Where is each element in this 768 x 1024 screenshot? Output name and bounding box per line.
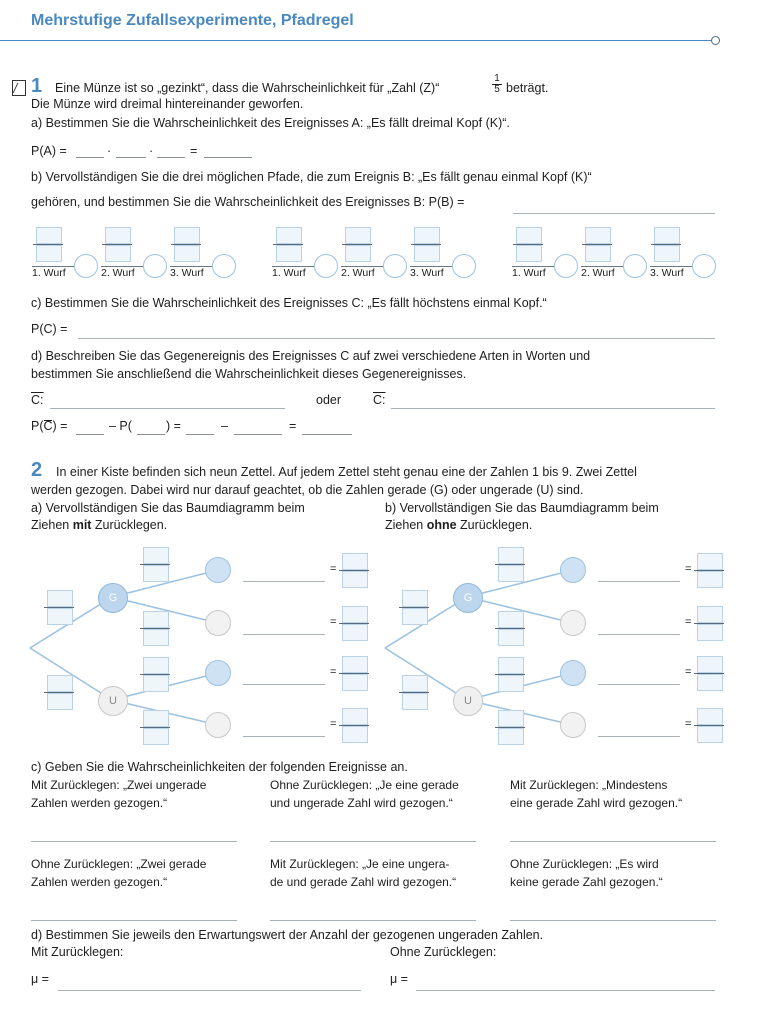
path-3-probability-3 bbox=[651, 227, 681, 261]
mu-label-mit: μ = bbox=[31, 972, 49, 986]
fraction-numerator-box[interactable] bbox=[498, 710, 524, 727]
path-2-outcome-1[interactable] bbox=[314, 254, 338, 278]
with-branch-prob-first-u bbox=[44, 675, 74, 709]
with-branch-prob-ug bbox=[140, 657, 170, 691]
path-1-probability-2 bbox=[102, 227, 132, 261]
wurf-label: 1. Wurf bbox=[272, 267, 306, 279]
without-branch-prob-uu bbox=[495, 710, 525, 744]
event-5-line-2: de und gerade Zahl wird gezogen.“ bbox=[270, 875, 457, 889]
fraction-denominator-box[interactable] bbox=[585, 245, 611, 262]
minus-p-label: – P( bbox=[109, 419, 132, 433]
fraction-denominator-box[interactable] bbox=[498, 565, 524, 582]
task-2-intro-2: werden gezogen. Dabei wird nur darauf geachtet, ob die Zahlen gerade (G) oder ungerade (U) sind. bbox=[31, 483, 584, 497]
fraction-denominator-box[interactable] bbox=[498, 728, 524, 745]
without-path-product-4[interactable] bbox=[598, 736, 680, 737]
fraction-denominator-box[interactable] bbox=[498, 675, 524, 692]
path-2-probability-1 bbox=[273, 227, 303, 261]
fraction-denominator-box[interactable] bbox=[345, 245, 371, 262]
pa-answer-3[interactable] bbox=[157, 157, 185, 158]
with-path-product-2[interactable] bbox=[243, 634, 325, 635]
task-1c-prompt: c) Bestimmen Sie die Wahrscheinlichkeit des Ereignisses C: „Es fällt höchstens einmal Kopf.“ bbox=[31, 296, 547, 310]
without-node-second-3[interactable] bbox=[560, 660, 586, 686]
without-branch-prob-first-g bbox=[399, 590, 429, 624]
fraction-denominator-box[interactable] bbox=[143, 728, 169, 745]
event-1-line-1: Mit Zurücklegen: „Zwei ungerade bbox=[31, 778, 207, 792]
prompt-text: Ziehen bbox=[385, 518, 427, 532]
wurf-label: 2. Wurf bbox=[581, 267, 615, 279]
fraction-numerator-box[interactable] bbox=[47, 590, 73, 607]
pcbar-answer-1[interactable] bbox=[76, 434, 104, 435]
with-node-g: G bbox=[98, 583, 128, 613]
with-node-second-1[interactable] bbox=[205, 557, 231, 583]
equals-sign: = bbox=[289, 419, 297, 433]
tree-branches bbox=[0, 545, 384, 750]
equals-sign: = bbox=[685, 666, 692, 678]
equals-sign: = bbox=[330, 563, 337, 575]
without-branch-prob-first-u bbox=[399, 675, 429, 709]
path-3-probability-2 bbox=[582, 227, 612, 261]
pa-label: P(A) = bbox=[31, 144, 67, 158]
task-2a-prompt: a) Vervollständigen Sie das Baumdiagramm beim bbox=[31, 501, 305, 515]
task-1d-prompt-2: bestimmen Sie anschließend die Wahrscheinlichkeit dieses Gegenereignisses. bbox=[31, 367, 467, 381]
ohne-label: Ohne Zurücklegen: bbox=[390, 945, 497, 959]
mu-label-ohne: μ = bbox=[390, 972, 408, 986]
event-5-answer[interactable] bbox=[270, 920, 476, 921]
with-path-product-3[interactable] bbox=[243, 684, 325, 685]
task-1-intro-2: Die Münze wird dreimal hintereinander geworfen. bbox=[31, 97, 304, 111]
task-1a-prompt: a) Bestimmen Sie die Wahrscheinlichkeit des Ereignisses A: „Es fällt dreimal Kopf (K)“. bbox=[31, 116, 510, 130]
pcbar-answer-4[interactable] bbox=[234, 434, 282, 435]
fraction-numerator-box[interactable] bbox=[697, 606, 723, 623]
path-2-outcome-3[interactable] bbox=[452, 254, 476, 278]
fraction-numerator-box[interactable] bbox=[697, 656, 723, 673]
equals-sign: = bbox=[330, 666, 337, 678]
without-node-second-1[interactable] bbox=[560, 557, 586, 583]
fraction-numerator-box[interactable] bbox=[174, 227, 200, 244]
fraction-denominator-box[interactable] bbox=[47, 693, 73, 710]
fraction-denominator-box[interactable] bbox=[276, 245, 302, 262]
pa-answer-1[interactable] bbox=[76, 157, 104, 158]
without-node-second-2[interactable] bbox=[560, 610, 586, 636]
without-node-u: U bbox=[453, 686, 483, 716]
cbar-label-2: C: bbox=[373, 393, 386, 407]
fraction-numerator-box[interactable] bbox=[36, 227, 62, 244]
path-3-probability-1 bbox=[513, 227, 543, 261]
mu-answer-mit[interactable] bbox=[58, 990, 361, 991]
fraction-denominator-box[interactable] bbox=[143, 565, 169, 582]
fraction-numerator-box[interactable] bbox=[143, 611, 169, 628]
prompt-text: Zurücklegen. bbox=[91, 518, 168, 532]
pa-answer-2[interactable] bbox=[116, 157, 146, 158]
wurf-label: 3. Wurf bbox=[410, 267, 444, 279]
path-2-outcome-2[interactable] bbox=[383, 254, 407, 278]
with-branch-prob-uu bbox=[140, 710, 170, 744]
fraction-denominator-box[interactable] bbox=[697, 624, 723, 641]
fraction-numerator-box[interactable] bbox=[143, 547, 169, 564]
fraction-numerator-box[interactable] bbox=[498, 611, 524, 628]
with-node-second-3[interactable] bbox=[205, 660, 231, 686]
fraction-numerator-box[interactable] bbox=[516, 227, 542, 244]
fraction-numerator-box[interactable] bbox=[143, 657, 169, 674]
wurf-label: 3. Wurf bbox=[170, 267, 204, 279]
mult-dot: · bbox=[149, 144, 154, 158]
event-2-line-2: und ungerade Zahl wird gezogen.“ bbox=[270, 796, 453, 810]
equals-sign: = bbox=[685, 718, 692, 730]
event-4-line-2: Zahlen werden gezogen.“ bbox=[31, 875, 168, 889]
fraction-numerator-box[interactable] bbox=[498, 657, 524, 674]
event-6-line-1: Ohne Zurücklegen: „Es wird bbox=[510, 857, 659, 871]
minus-label: – bbox=[221, 419, 228, 433]
header-rule bbox=[0, 40, 714, 41]
wurf-label: 1. Wurf bbox=[32, 267, 66, 279]
without-branch-prob-gu bbox=[495, 611, 525, 645]
equals-sign: = bbox=[685, 563, 692, 575]
without-path-product-3[interactable] bbox=[598, 684, 680, 685]
task-1b-prompt: b) Vervollständigen Sie die drei möglichen Pfade, die zum Ereignis B: „Es fällt genau einmal Kopf (K)“ bbox=[31, 170, 592, 184]
with-branch-prob-gu bbox=[140, 611, 170, 645]
event-3-answer[interactable] bbox=[510, 841, 716, 842]
task-2d-prompt: d) Bestimmen Sie jeweils den Erwartungswert der Anzahl der gezogenen ungeraden Zahlen. bbox=[31, 928, 544, 942]
fraction-denominator-box[interactable] bbox=[414, 245, 440, 262]
pcbar-answer-2[interactable] bbox=[137, 434, 165, 435]
fraction-denominator-box[interactable] bbox=[143, 675, 169, 692]
with-branch-prob-gg bbox=[140, 547, 170, 581]
event-5-line-1: Mit Zurücklegen: „Je eine ungera- bbox=[270, 857, 450, 871]
with-node-u: U bbox=[98, 686, 128, 716]
task-2-intro: In einer Kiste befinden sich neun Zettel. Auf jedem Zettel steht genau eine der Zahlen 1 bis 9. Zwei Zettel bbox=[56, 465, 637, 479]
cbar-answer-1[interactable] bbox=[50, 408, 285, 409]
path-1-probability-3 bbox=[171, 227, 201, 261]
task-1-intro: Eine Münze ist so „gezinkt“, dass die Wahrscheinlichkeit für „Zahl (Z)“ bbox=[55, 81, 440, 95]
fraction-numerator-box[interactable] bbox=[498, 547, 524, 564]
wurf-label: 2. Wurf bbox=[101, 267, 135, 279]
calculator-icon bbox=[12, 80, 26, 96]
with-branch-prob-first-g bbox=[44, 590, 74, 624]
event-6-line-2: keine gerade Zahl gezogen.“ bbox=[510, 875, 663, 889]
without-branch-prob-gg bbox=[495, 547, 525, 581]
wurf-label: 3. Wurf bbox=[650, 267, 684, 279]
prompt-text: Zurücklegen. bbox=[456, 518, 533, 532]
equals-sign: = bbox=[685, 616, 692, 628]
fraction-numerator-box[interactable] bbox=[654, 227, 680, 244]
wurf-label: 1. Wurf bbox=[512, 267, 546, 279]
path-2-probability-2 bbox=[342, 227, 372, 261]
event-3-line-1: Mit Zurücklegen: „Mindestens bbox=[510, 778, 668, 792]
tree-diagram-without-replacement bbox=[355, 545, 739, 750]
fraction-numerator-box[interactable] bbox=[47, 675, 73, 692]
equals-sign: = bbox=[330, 718, 337, 730]
without-path-result-3 bbox=[694, 656, 724, 690]
fraction-numerator-box[interactable] bbox=[697, 708, 723, 725]
pcbar-label bbox=[31, 419, 67, 434]
tree-diagram-with-replacement bbox=[0, 545, 384, 750]
tree-branches bbox=[355, 545, 739, 750]
fraction-denominator-box[interactable] bbox=[654, 245, 680, 262]
event-4-answer[interactable] bbox=[31, 920, 237, 921]
path-1-outcome-3[interactable] bbox=[212, 254, 236, 278]
event-1-line-2: Zahlen werden gezogen.“ bbox=[31, 796, 168, 810]
path-3-outcome-2[interactable] bbox=[623, 254, 647, 278]
fraction-denominator-box[interactable] bbox=[47, 608, 73, 625]
path-3-outcome-1[interactable] bbox=[554, 254, 578, 278]
header-rule-end-dot bbox=[711, 36, 720, 45]
equals-sign: = bbox=[190, 144, 198, 158]
prompt-text: Ziehen bbox=[31, 518, 73, 532]
fraction-denominator-box[interactable] bbox=[402, 693, 428, 710]
wurf-label: 2. Wurf bbox=[341, 267, 375, 279]
prompt-bold: ohne bbox=[426, 518, 457, 532]
fraction-denominator: 5 bbox=[492, 84, 502, 95]
fraction-denominator-box[interactable] bbox=[143, 629, 169, 646]
fraction-numerator-box[interactable] bbox=[697, 553, 723, 570]
fraction-denominator-box[interactable] bbox=[516, 245, 542, 262]
equals-sign: = bbox=[330, 616, 337, 628]
fraction-numerator-box[interactable] bbox=[276, 227, 302, 244]
cbar-answer-2[interactable] bbox=[391, 408, 715, 409]
path-3-outcome-3[interactable] bbox=[692, 254, 716, 278]
pc-label: P(C) = bbox=[31, 322, 68, 336]
path-diagrams bbox=[0, 220, 768, 285]
fraction-numerator-box[interactable] bbox=[402, 675, 428, 692]
event-3-line-2: eine gerade Zahl wird gezogen.“ bbox=[510, 796, 683, 810]
mu-answer-ohne[interactable] bbox=[416, 990, 715, 991]
without-path-result-1 bbox=[694, 553, 724, 587]
event-4-line-1: Ohne Zurücklegen: „Zwei gerade bbox=[31, 857, 207, 871]
event-2-answer[interactable] bbox=[270, 841, 476, 842]
without-path-product-2[interactable] bbox=[598, 634, 680, 635]
fraction-denominator-box[interactable] bbox=[36, 245, 62, 262]
pcbar-answer-3[interactable] bbox=[186, 434, 214, 435]
oder-label: oder bbox=[316, 393, 342, 407]
without-branch-prob-ug bbox=[495, 657, 525, 691]
cbar-label-1: C: bbox=[31, 393, 44, 407]
fraction-numerator: 1 bbox=[494, 73, 500, 84]
fraction-numerator-box[interactable] bbox=[414, 227, 440, 244]
fraction-numerator-box[interactable] bbox=[105, 227, 131, 244]
fraction-one-fifth bbox=[492, 74, 502, 95]
task-1-intro-end: beträgt. bbox=[506, 81, 549, 95]
event-6-answer[interactable] bbox=[510, 920, 716, 921]
task-1-number: 1 bbox=[31, 75, 43, 97]
pcbar-overline bbox=[44, 420, 52, 421]
task-2b-prompt: b) Vervollständigen Sie das Baumdiagramm beim bbox=[385, 501, 659, 515]
with-path-product-4[interactable] bbox=[243, 736, 325, 737]
task-2-number: 2 bbox=[31, 459, 43, 481]
fraction-numerator-box[interactable] bbox=[345, 227, 371, 244]
task-2b-prompt-2 bbox=[385, 518, 532, 533]
path-1-probability-1 bbox=[33, 227, 63, 261]
fraction-denominator-box[interactable] bbox=[402, 608, 428, 625]
without-node-second-4[interactable] bbox=[560, 712, 586, 738]
fraction-denominator-box[interactable] bbox=[498, 629, 524, 646]
without-path-result-2 bbox=[694, 606, 724, 640]
mult-dot: · bbox=[107, 144, 112, 158]
task-1b-prompt-2: gehören, und bestimmen Sie die Wahrscheinlichkeit des Ereignisses B: P(B) = bbox=[31, 195, 465, 209]
with-node-second-4[interactable] bbox=[205, 712, 231, 738]
close-eq-label: ) = bbox=[166, 419, 181, 433]
fraction-denominator-box[interactable] bbox=[697, 571, 723, 588]
path-1-outcome-1[interactable] bbox=[74, 254, 98, 278]
pc-answer[interactable] bbox=[78, 338, 715, 339]
page-title: Mehrstufige Zufallsexperimente, Pfadregel bbox=[31, 12, 354, 29]
without-node-g: G bbox=[453, 583, 483, 613]
without-path-result-4 bbox=[694, 708, 724, 742]
event-2-line-1: Ohne Zurücklegen: „Je eine gerade bbox=[270, 778, 459, 792]
fraction-numerator-box[interactable] bbox=[585, 227, 611, 244]
with-path-product-1[interactable] bbox=[243, 581, 325, 582]
pcbar-result[interactable] bbox=[302, 434, 352, 435]
fraction-denominator-box[interactable] bbox=[697, 726, 723, 743]
pb-result[interactable] bbox=[513, 213, 715, 214]
mit-label: Mit Zurücklegen: bbox=[31, 945, 124, 959]
task-1d-prompt: d) Beschreiben Sie das Gegenereignis des Ereignisses C auf zwei verschiedene Arten in Worten und bbox=[31, 349, 591, 363]
fraction-denominator-box[interactable] bbox=[174, 245, 200, 262]
with-node-second-2[interactable] bbox=[205, 610, 231, 636]
pcbar-text: P(C) = bbox=[31, 419, 68, 433]
fraction-numerator-box[interactable] bbox=[143, 710, 169, 727]
task-2a-prompt-2 bbox=[31, 518, 167, 533]
event-1-answer[interactable] bbox=[31, 841, 237, 842]
fraction-numerator-box[interactable] bbox=[402, 590, 428, 607]
pa-result[interactable] bbox=[204, 157, 252, 158]
path-1-outcome-2[interactable] bbox=[143, 254, 167, 278]
path-2-probability-3 bbox=[411, 227, 441, 261]
task-2c-prompt: c) Geben Sie die Wahrscheinlichkeiten der folgenden Ereignisse an. bbox=[31, 760, 408, 774]
fraction-denominator-box[interactable] bbox=[697, 674, 723, 691]
without-path-product-1[interactable] bbox=[598, 581, 680, 582]
prompt-bold: mit bbox=[72, 518, 92, 532]
fraction-denominator-box[interactable] bbox=[105, 245, 131, 262]
